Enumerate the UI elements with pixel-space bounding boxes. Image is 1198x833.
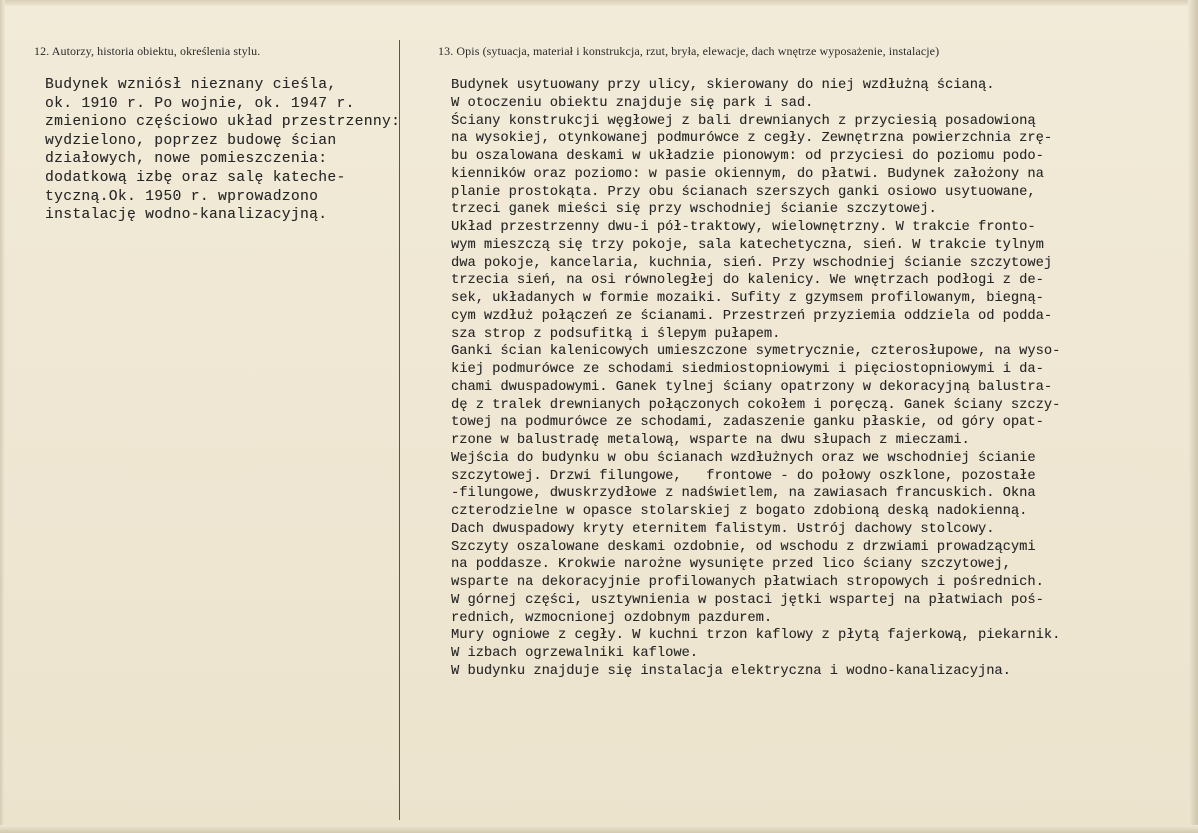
text-line: trzecia sień, na osi równoległej do kalenicy. We wnętrzach podłogi z de-	[451, 273, 1044, 289]
text-line: wsparte na dekoracyjnie profilowanych płatwiach stropowych i pośrednich.	[451, 575, 1044, 590]
text-line: rednich, wzmocnionej ozdobnym pazdurem.	[451, 610, 773, 626]
text-line: szczytowej. Drzwi filungowe, frontowe - do połowy oszklone, pozostałe	[451, 468, 1036, 484]
text-line: wym mieszczą się trzy pokoje, sala katechetyczna, sień. W trakcie tylnym	[451, 237, 1044, 253]
text-line: Ściany konstrukcji węgłowej z bali drewnianych z przyciesią posadowioną	[451, 113, 1036, 129]
text-line: towej na podmurówce ze schodami, zadaszenie ganku płaskie, od góry opat-	[451, 415, 1044, 431]
paper-edge-bottom	[0, 825, 1198, 833]
paper-edge-top	[0, 0, 1198, 6]
text-line: rzone w balustradę metalową, wsparte na dwu słupach z mieczami.	[451, 433, 970, 448]
text-line: ok. 1910 r. Po wojnie, ok. 1947 r.	[45, 95, 355, 112]
text-line: Budynek usytuowany przy ulicy, skierowany do niej wzdłużną ścianą.	[451, 78, 995, 93]
authors-history-text	[45, 76, 400, 225]
text-line: kienników oraz poziomo: w pasie okiennym, do płatwi. Budynek założony na	[451, 166, 1044, 182]
text-line: Ganki ścian kalenicowych umieszczone symetrycznie, czterosłupowe, na wyso-	[451, 344, 1061, 360]
text-line: na wysokiej, otynkowanej podmurówce z cegły. Zewnętrzna powierzchnia zrę-	[451, 131, 1053, 147]
text-line: sek, układanych w formie mozaiki. Sufity z gzymsem profilowanym, biegną-	[451, 291, 1044, 306]
text-line: Dach dwuspadowy kryty eternitem falistym. Ustrój dachowy stolcowy.	[451, 521, 995, 537]
text-line: chami dwuspadowymi. Ganek tylnej ściany opatrzony w dekoracyjną balustra-	[451, 379, 1053, 395]
text-line: Szczyty oszalowane deskami ozdobnie, od wschodu z drzwiami prowadzącymi	[451, 539, 1036, 555]
text-line: trzeci ganek mieści się przy wschodniej ścianie szczytowej.	[451, 202, 937, 218]
text-line: czterodzielne w opasce stolarskiej z bogato zdobioną deską nadokienną.	[451, 504, 1028, 519]
section-13-header: 13. Opis (sytuacja, materiał i konstrukcja, rzut, bryła, elewacje, dach wnętrze wyposażenie, instalacje)	[438, 44, 940, 58]
text-line: Układ przestrzenny dwu-i pół-traktowy, wielownętrzny. W trakcie fronto-	[451, 220, 1036, 235]
text-line: wydzielono, poprzez budowę ścian	[45, 132, 337, 149]
paper-edge-right	[1188, 0, 1198, 833]
paper-edge-left	[0, 0, 5, 833]
text-line: dodatkową izbę oraz salę kateche-	[45, 169, 346, 186]
text-line: dwa pokoje, kancelaria, kuchnia, sień. Przy wschodniej ścianie szczytowej	[451, 255, 1053, 271]
text-line: kiej podmurówce ze schodami siedmiostopniowymi i pięciostopniowymi i da-	[451, 362, 1044, 377]
text-line: cym wzdłuż połączeń ze ścianami. Przestrzeń przyziemia oddziela od podda-	[451, 308, 1053, 324]
text-line: działowych, nowe pomieszczenia:	[45, 151, 328, 168]
text-line: planie prostokąta. Przy obu ścianach szerszych ganki osiowo usytuowane,	[451, 184, 1036, 200]
text-line: W górnej części, usztywnienia w postaci jętki wspartej na płatwiach poś-	[451, 592, 1044, 608]
text-line: W budynku znajduje się instalacja elektryczna i wodno-kanalizacyjna.	[451, 663, 1011, 679]
description-text	[451, 77, 1060, 681]
text-line: Wejścia do budynku w obu ścianach wzdłużnych oraz we wschodniej ścianie	[451, 450, 1036, 466]
text-line: -filungowe, dwuskrzydłowe z nadświetlem, na zawiasach francuskich. Okna	[451, 486, 1036, 502]
text-line: na poddasze. Krokwie narożne wysunięte przed lico ściany szczytowej,	[451, 557, 1011, 573]
text-line: dę z tralek drewnianych połączonych cokołem i poręczą. Ganek ściany szczy-	[451, 397, 1061, 413]
text-line: tyczną.Ok. 1950 r. wprowadzono	[45, 188, 319, 205]
section-12-header: 12. Autorzy, historia obiektu, określenia stylu.	[34, 44, 261, 58]
text-line: zmieniono częściowo układ przestrzenny:	[45, 114, 401, 131]
text-line: bu oszalowana deskami w układzie pionowym: od przyciesi do poziomu podo-	[451, 149, 1044, 164]
text-line: W izbach ogrzewalniki kaflowe.	[451, 646, 699, 661]
text-line: W otoczeniu obiektu znajduje się park i sad.	[451, 95, 814, 111]
text-line: Mury ogniowe z cegły. W kuchni trzon kaflowy z płytą fajerkową, piekarnik.	[451, 628, 1061, 644]
text-line: sza strop z podsufitką i ślepym pułapem.	[451, 326, 781, 342]
text-line: instalację wodno-kanalizacyjną.	[45, 207, 328, 224]
text-line: Budynek wzniósł nieznany cieśla,	[45, 77, 337, 93]
